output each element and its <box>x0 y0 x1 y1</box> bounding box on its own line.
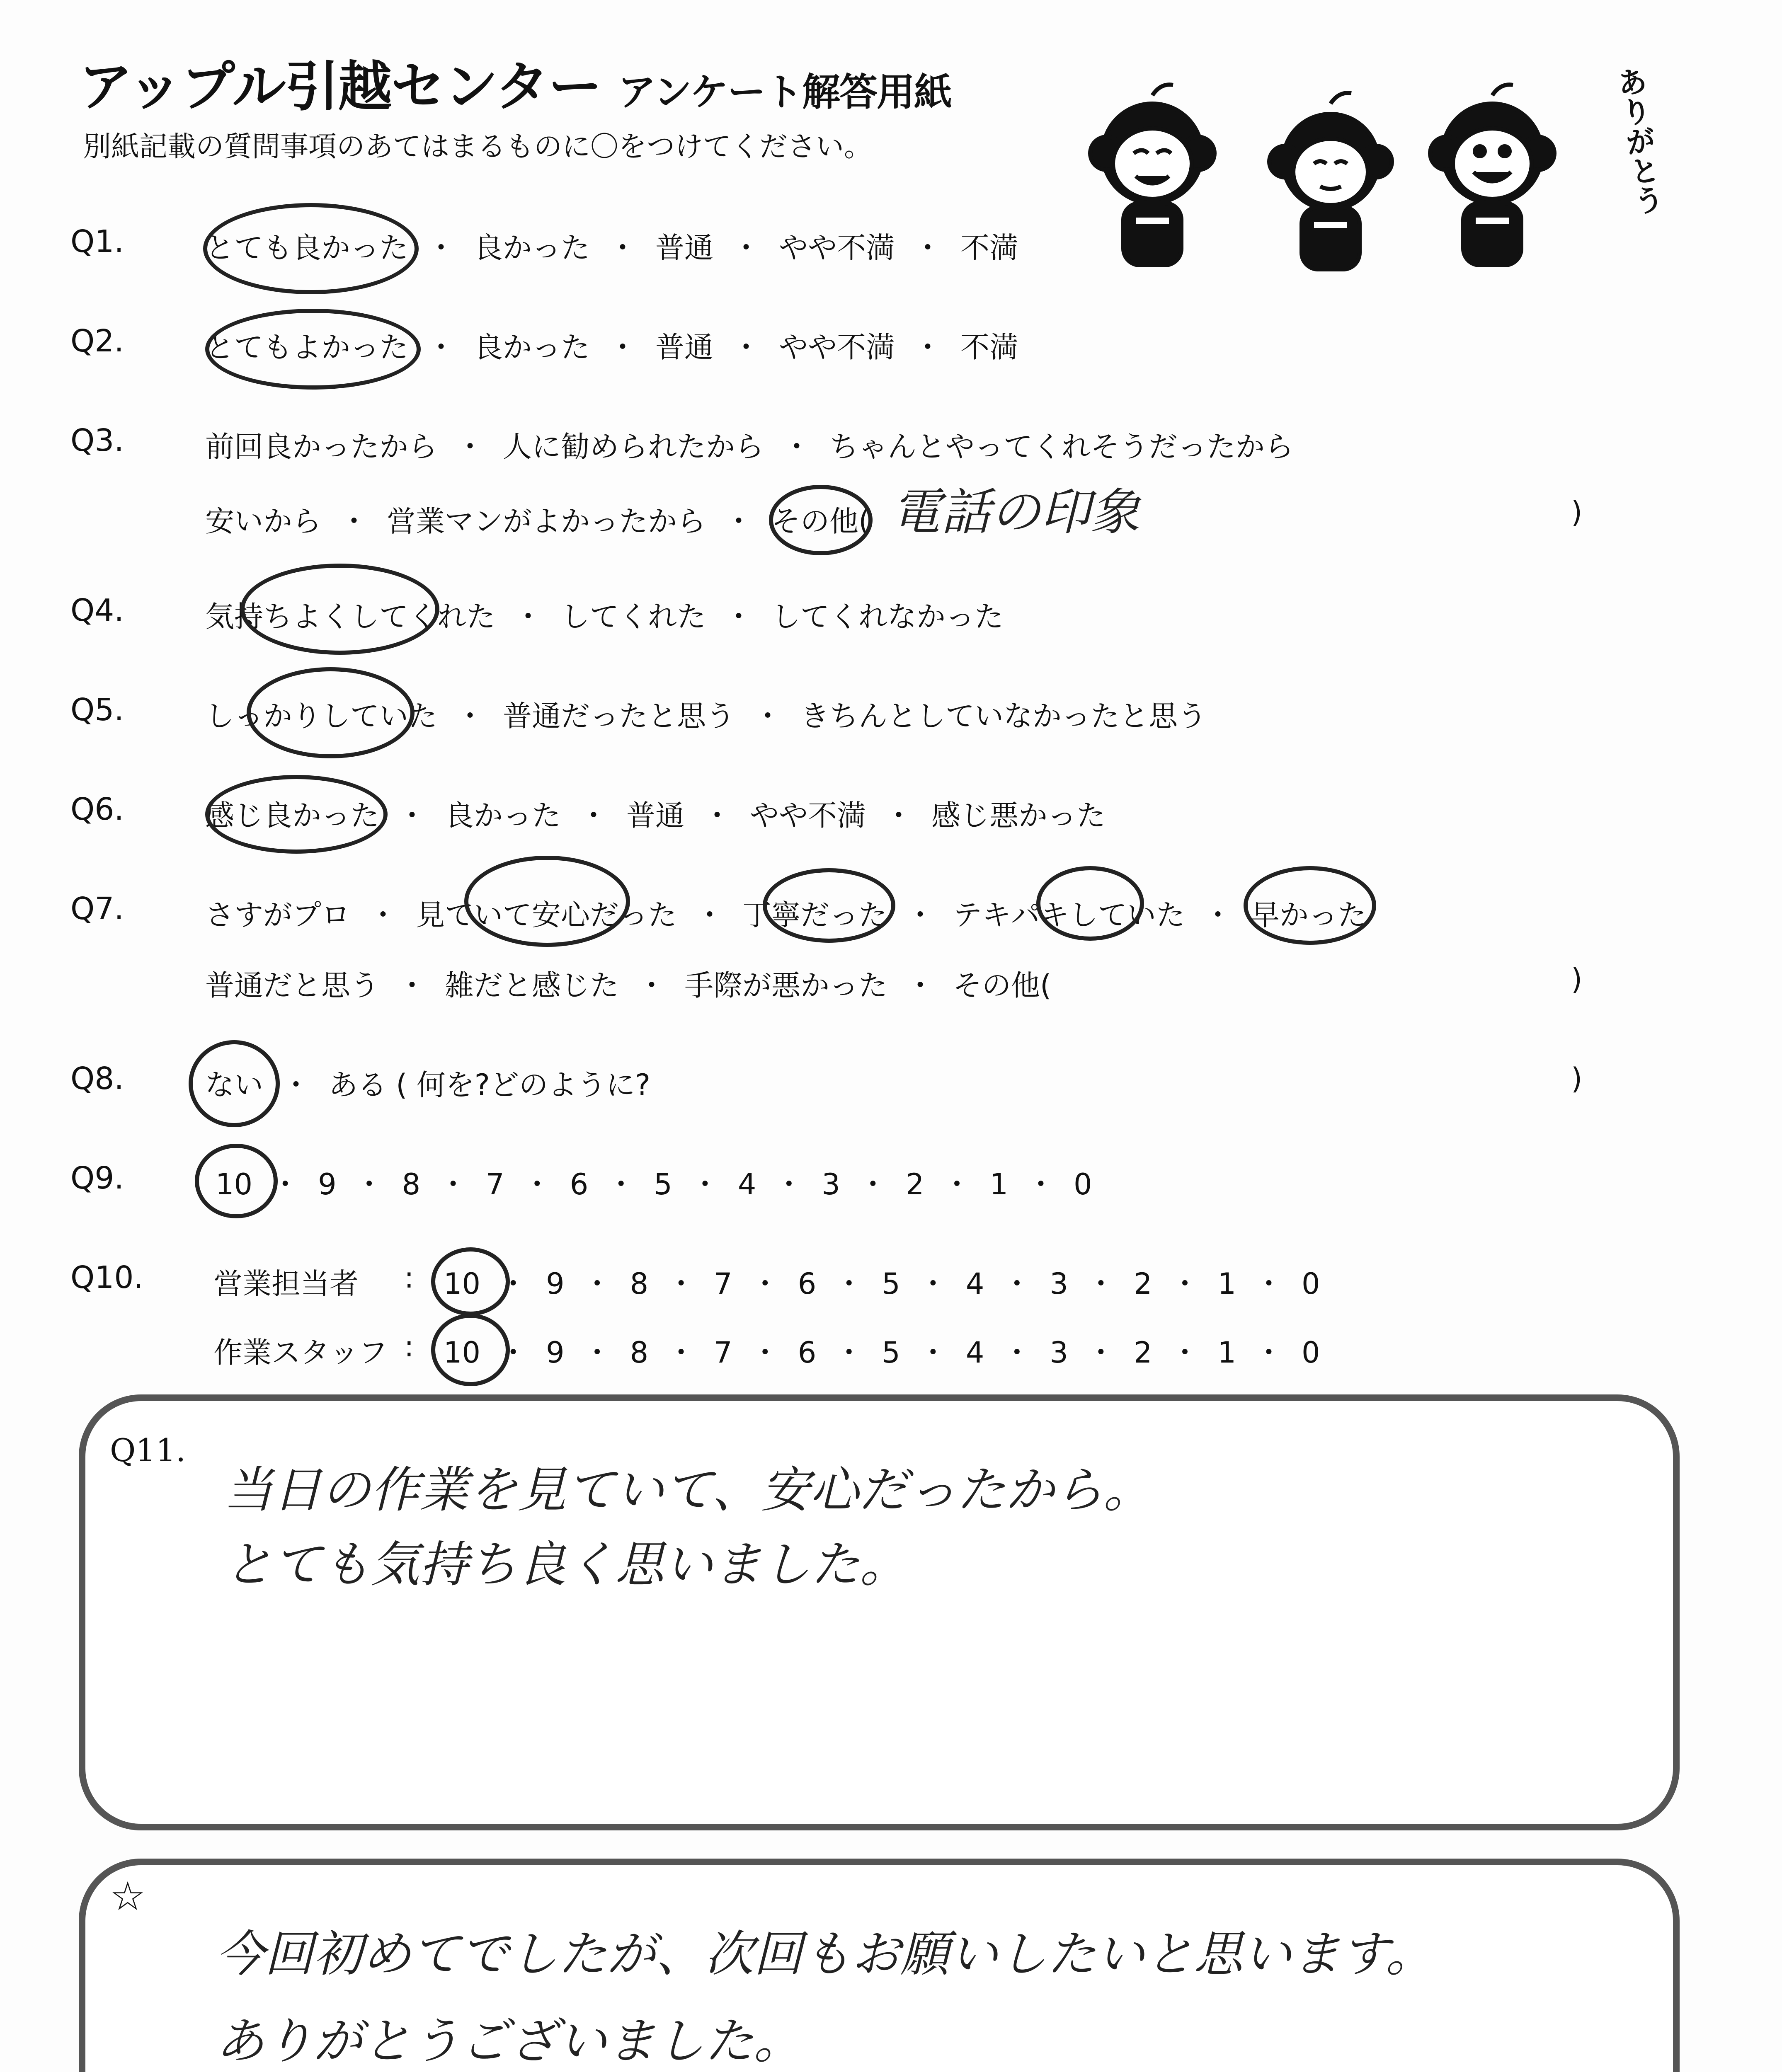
q8-option-some[interactable]: ある ( 何を?どのように? <box>329 1068 651 1102</box>
q1-option-slightly-dissatisfied[interactable]: やや不満 <box>779 231 895 265</box>
q10-sales-score-9[interactable]: 9 <box>546 1267 565 1301</box>
q10-label: Q10. <box>70 1260 143 1295</box>
q10-staff-scale: 10 ・ 9 ・ 8 ・ 7 ・ 6 ・ 5 ・ 4 ・ 3 ・ 2 ・ 1 ・ 0 <box>444 1336 1320 1370</box>
q4-label: Q4. <box>70 593 124 628</box>
q7-option-other[interactable]: その他( <box>953 968 1052 1002</box>
q10-staff-colon: : <box>404 1329 414 1363</box>
q6-option-normal[interactable]: 普通 <box>626 799 684 833</box>
q7-selection-circle-4 <box>1244 866 1376 945</box>
q1-option-normal[interactable]: 普通 <box>655 231 713 265</box>
q3-option-cheap[interactable]: 安いから <box>205 504 321 538</box>
q9-label: Q9. <box>70 1160 124 1196</box>
q11-comment-line1: 当日の作業を見ていて、安心だったから。 <box>224 1461 1152 1518</box>
q10-staff-selection-circle <box>431 1314 510 1386</box>
q5-option-normal[interactable]: 普通だったと思う <box>503 699 735 733</box>
q4-option-did-not[interactable]: してくれなかった <box>771 600 1004 634</box>
q7-option-efficient[interactable]: テキパキしていた <box>953 898 1185 932</box>
q11-comment-line2: とても気持ち良く思いました。 <box>224 1536 909 1593</box>
q10-staff-score-3[interactable]: 3 <box>1050 1336 1068 1370</box>
q7-option-poor-handling[interactable]: 手際が悪かった <box>684 968 887 1002</box>
q7-options-line1: さすがプロ ・ 見ていて安心だった ・ 丁寧だった ・ テキパキしていた ・ 早かった <box>205 898 1367 932</box>
q7-close-paren: ) <box>1571 962 1583 996</box>
q10-staff-label: 作業スタッフ <box>213 1336 388 1370</box>
q1-option-good[interactable]: 良かった <box>474 231 590 265</box>
q6-label: Q6. <box>70 792 124 827</box>
q2-option-normal[interactable]: 普通 <box>655 330 713 364</box>
q5-label: Q5. <box>70 692 124 728</box>
q2-option-good[interactable]: 良かった <box>474 330 590 364</box>
q1-selection-circle <box>203 203 419 294</box>
q3-selection-circle <box>769 485 873 555</box>
q10-sales-score-0[interactable]: 0 <box>1302 1267 1320 1301</box>
q10-sales-score-7[interactable]: 7 <box>714 1267 732 1301</box>
free-comment-line2: ありがとうございました。 <box>216 2012 803 2070</box>
q10-staff-score-10[interactable]: 10 <box>444 1336 481 1370</box>
q9-score-4[interactable]: 4 <box>737 1167 756 1201</box>
q10-sales-label: 営業担当者 <box>213 1267 359 1301</box>
q10-staff-score-0[interactable]: 0 <box>1302 1336 1320 1370</box>
q3-close-paren: ) <box>1571 495 1583 529</box>
q9-score-9[interactable]: 9 <box>318 1167 337 1201</box>
q2-option-slightly-dissatisfied[interactable]: やや不満 <box>779 330 895 364</box>
q9-score-1[interactable]: 1 <box>989 1167 1008 1201</box>
q2-option-dissatisfied[interactable]: 不満 <box>960 330 1018 364</box>
q7-option-careful[interactable]: 丁寧だった <box>742 898 887 932</box>
q10-sales-score-8[interactable]: 8 <box>630 1267 649 1301</box>
q11-label: Q11. <box>110 1432 186 1469</box>
q10-staff-score-4[interactable]: 4 <box>965 1336 984 1370</box>
q9-score-5[interactable]: 5 <box>654 1167 672 1201</box>
q9-scale: 10 ・ 9 ・ 8 ・ 7 ・ 6 ・ 5 ・ 4 ・ 3 ・ 2 ・ 1 ・ 0 <box>216 1167 1092 1201</box>
q10-sales-score-10[interactable]: 10 <box>444 1267 481 1301</box>
q7-selection-circle-1 <box>464 856 630 947</box>
q9-score-8[interactable]: 8 <box>402 1167 421 1201</box>
q3-label: Q3. <box>70 423 124 458</box>
q6-option-bad[interactable]: 感じ悪かった <box>931 799 1106 833</box>
monkey-mascots-illustration <box>1078 58 1666 274</box>
q9-score-3[interactable]: 3 <box>822 1167 840 1201</box>
free-comment-line1: 今回初めてでしたが、次回もお願いしたいと思います。 <box>216 1925 1435 1982</box>
q6-option-slightly-dissatisfied[interactable]: やや不満 <box>750 799 866 833</box>
q9-score-0[interactable]: 0 <box>1074 1167 1092 1201</box>
q9-score-6[interactable]: 6 <box>570 1167 589 1201</box>
q10-sales-scale: 10 ・ 9 ・ 8 ・ 7 ・ 6 ・ 5 ・ 4 ・ 3 ・ 2 ・ 1 ・ 0 <box>444 1267 1320 1301</box>
q9-selection-circle <box>195 1144 278 1218</box>
q3-option-recommended[interactable]: 人に勧められたから <box>503 430 764 464</box>
q10-sales-colon: : <box>404 1261 414 1295</box>
q10-sales-selection-circle <box>431 1247 510 1316</box>
q9-score-7[interactable]: 7 <box>486 1167 504 1201</box>
q3-option-other[interactable]: その他( <box>771 504 870 538</box>
q6-option-good[interactable]: 良かった <box>445 799 561 833</box>
company-name: アップル引越センター <box>79 55 601 118</box>
q10-staff-score-7[interactable]: 7 <box>714 1336 732 1370</box>
q6-options: 感じ良かった ・ 良かった ・ 普通 ・ やや不満 ・ 感じ悪かった <box>205 799 1106 833</box>
instruction-text: 別紙記載の質問事項のあてはまるものに〇をつけてください。 <box>83 131 873 163</box>
q9-score-10[interactable]: 10 <box>216 1167 253 1201</box>
q1-label: Q1. <box>70 224 124 259</box>
q7-option-fast[interactable]: 早かった <box>1251 898 1367 932</box>
q10-staff-score-8[interactable]: 8 <box>630 1336 649 1370</box>
q2-selection-circle <box>205 309 421 390</box>
q8-options: ない ・ ある ( 何を?どのように? <box>205 1068 651 1102</box>
q3-option-reliable[interactable]: ちゃんとやってくれそうだったから <box>829 430 1294 464</box>
q3-option-previous-good[interactable]: 前回良かったから <box>205 430 437 464</box>
q10-sales-score-6[interactable]: 6 <box>798 1267 817 1301</box>
q10-sales-score-3[interactable]: 3 <box>1050 1267 1068 1301</box>
q7-option-professional[interactable]: さすがプロ <box>205 898 350 932</box>
q1-options: とても良かった ・ 良かった ・ 普通 ・ やや不満 ・ 不満 <box>205 231 1018 265</box>
q7-label: Q7. <box>70 891 124 927</box>
q10-sales-score-1[interactable]: 1 <box>1217 1267 1236 1301</box>
q3-options-line2: 安いから ・ 営業マンがよかったから ・ その他( <box>205 504 870 538</box>
q10-sales-score-2[interactable]: 2 <box>1133 1267 1152 1301</box>
q7-options-line2: 普通だと思う ・ 雑だと感じた ・ 手際が悪かった ・ その他( <box>205 968 1052 1002</box>
q10-sales-score-5[interactable]: 5 <box>882 1267 900 1301</box>
q8-label: Q8. <box>70 1061 124 1097</box>
page-title <box>79 44 951 121</box>
q7-option-sloppy[interactable]: 雑だと感じた <box>445 968 619 1002</box>
q9-score-2[interactable]: 2 <box>905 1167 924 1201</box>
q7-selection-circle-3 <box>1036 866 1144 941</box>
q2-options: とてもよかった ・ 良かった ・ 普通 ・ やや不満 ・ 不満 <box>205 330 1018 364</box>
q7-option-normal[interactable]: 普通だと思う <box>205 968 379 1002</box>
q2-option-very-good[interactable]: とてもよかった <box>205 330 408 364</box>
q3-handwritten-other: 電話の印象 <box>891 484 1140 541</box>
q5-selection-circle <box>247 667 415 758</box>
q10-staff-score-2[interactable]: 2 <box>1133 1336 1152 1370</box>
q10-staff-score-5[interactable]: 5 <box>882 1336 900 1370</box>
q5-options: しっかりしていた ・ 普通だったと思う ・ きちんとしていなかったと思う <box>205 699 1207 733</box>
q4-selection-circle <box>240 564 439 655</box>
form-subtitle: アンケート解答用紙 <box>618 70 951 114</box>
q10-staff-score-9[interactable]: 9 <box>546 1336 565 1370</box>
q10-sales-score-4[interactable]: 4 <box>965 1267 984 1301</box>
q4-option-pleasant[interactable]: 気持ちよくしてくれた <box>205 600 495 634</box>
q1-option-dissatisfied[interactable]: 不満 <box>960 231 1018 265</box>
q10-staff-score-1[interactable]: 1 <box>1217 1336 1236 1370</box>
q6-option-very-good[interactable]: 感じ良かった <box>205 799 379 833</box>
q8-selection-circle <box>189 1040 280 1127</box>
q5-option-solid[interactable]: しっかりしていた <box>205 699 437 733</box>
q4-option-did[interactable]: してくれた <box>561 600 706 634</box>
q3-option-salesperson[interactable]: 営業マンがよかったから <box>387 504 706 538</box>
q4-options: 気持ちよくしてくれた ・ してくれた ・ してくれなかった <box>205 600 1004 634</box>
q8-close-paren: ) <box>1571 1062 1583 1096</box>
q5-option-not-proper[interactable]: きちんとしていなかったと思う <box>800 699 1207 733</box>
q6-selection-circle <box>205 775 388 854</box>
star-icon: ☆ <box>110 1873 146 1920</box>
q10-staff-score-6[interactable]: 6 <box>798 1336 817 1370</box>
q2-label: Q2. <box>70 323 124 359</box>
q8-option-none[interactable]: ない <box>205 1068 263 1102</box>
q7-selection-circle-2 <box>763 868 895 943</box>
q7-option-reassuring[interactable]: 見ていて安心だった <box>416 898 677 932</box>
q1-option-very-good[interactable]: とても良かった <box>205 231 408 265</box>
thanks-text: ありがとう <box>1610 64 1666 218</box>
q3-options-line1: 前回良かったから ・ 人に勧められたから ・ ちゃんとやってくれそうだったから <box>205 430 1294 464</box>
